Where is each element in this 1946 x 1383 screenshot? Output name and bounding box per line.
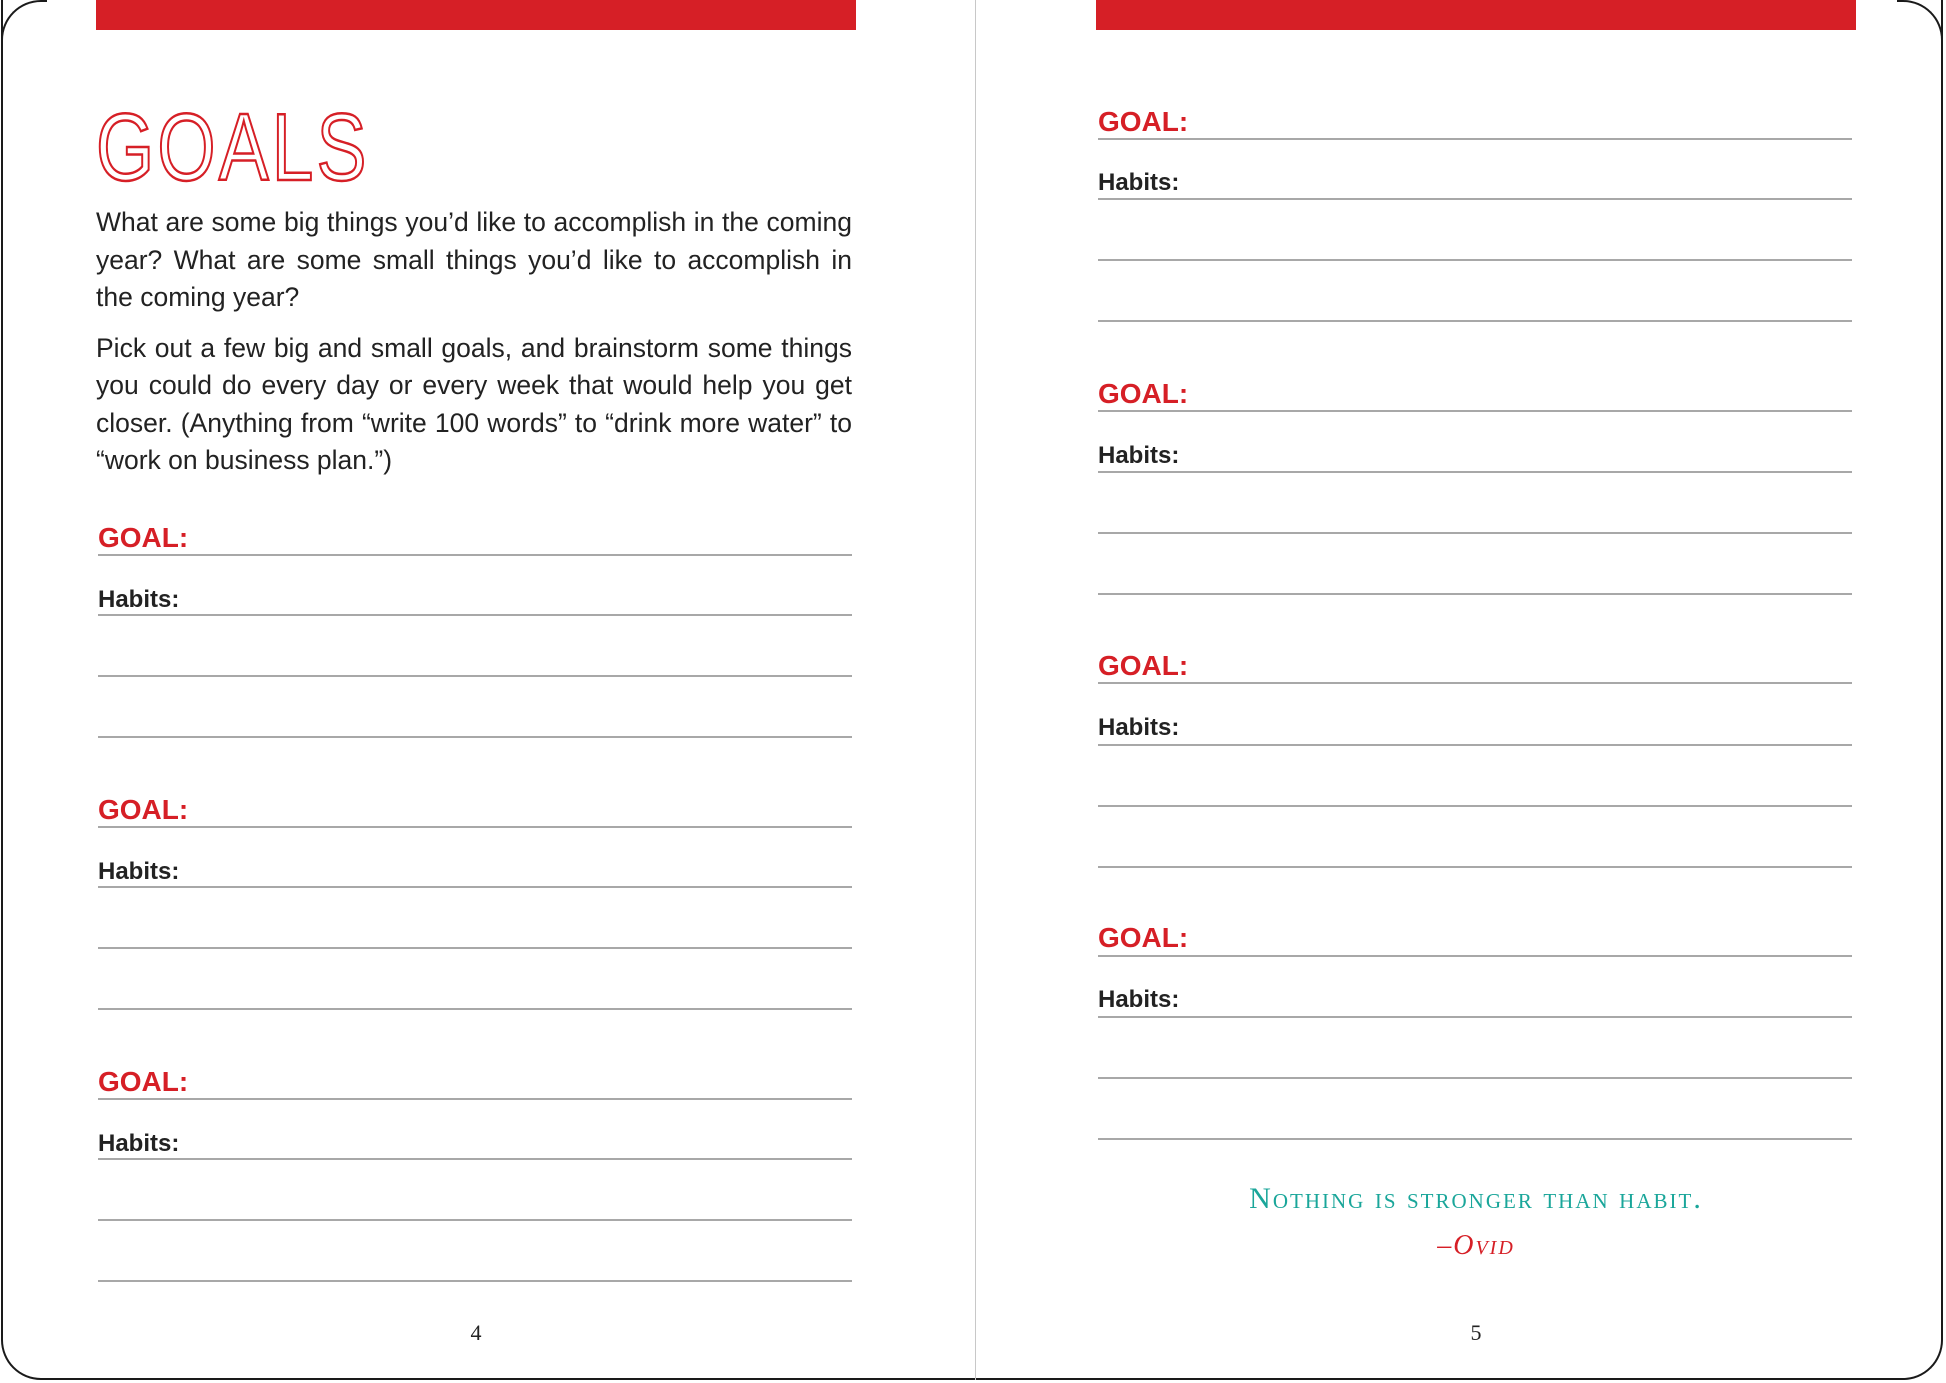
habits-label: Habits:	[98, 586, 180, 613]
habit-input-line[interactable]	[1098, 866, 1852, 868]
habit-input-line[interactable]	[1098, 593, 1852, 595]
habits-label: Habits:	[98, 858, 180, 885]
intro-paragraph: Pick out a few big and small goals, and brainstorm some things you could do every day or every week that would help you get closer. (Anything from “write 100 words” to “drink more water” to “work on business plan.”)	[96, 332, 852, 475]
habits-label: Habits:	[1098, 986, 1180, 1013]
top-accent-bar	[96, 0, 856, 30]
goal-input-line[interactable]	[1098, 138, 1852, 140]
habit-input-line[interactable]	[98, 1280, 852, 1282]
right-page	[1096, 0, 1856, 1380]
page-spine	[975, 0, 976, 1380]
habit-input-line[interactable]	[1098, 320, 1852, 322]
habit-input-line[interactable]	[1098, 471, 1852, 473]
intro-text	[96, 204, 852, 493]
goal-label: GOAL:	[1098, 378, 1189, 409]
habit-input-line[interactable]	[1098, 198, 1852, 200]
goal-input-line[interactable]	[98, 554, 852, 556]
quote-text: Nothing is stronger than habit.	[1249, 1182, 1703, 1215]
habit-input-line[interactable]	[1098, 1016, 1852, 1018]
goal-input-line[interactable]	[98, 1098, 852, 1100]
habit-input-line[interactable]	[98, 1219, 852, 1221]
goal-input-line[interactable]	[1098, 955, 1852, 957]
habit-input-line[interactable]	[1098, 805, 1852, 807]
goal-label: GOAL:	[98, 794, 189, 825]
habits-label: Habits:	[98, 1130, 180, 1157]
top-accent-bar	[1096, 0, 1856, 30]
goal-label: GOAL:	[98, 522, 189, 553]
page-title: GOALS	[96, 94, 370, 201]
goal-label: GOAL:	[1098, 106, 1189, 137]
page-number: 5	[1470, 1320, 1482, 1345]
goal-input-line[interactable]	[1098, 682, 1852, 684]
habit-input-line[interactable]	[1098, 1138, 1852, 1140]
habits-label: Habits:	[1098, 714, 1180, 741]
intro-paragraph: What are some big things you’d like to accomplish in the coming year? What are some small things you’d like to accomplish in the coming year?	[96, 207, 852, 312]
habit-input-line[interactable]	[1098, 1077, 1852, 1079]
habit-input-line[interactable]	[98, 736, 852, 738]
habit-input-line[interactable]	[98, 614, 852, 616]
habit-input-line[interactable]	[1098, 532, 1852, 534]
habit-input-line[interactable]	[98, 1008, 852, 1010]
habit-input-line[interactable]	[98, 1158, 852, 1160]
habit-input-line[interactable]	[98, 886, 852, 888]
habits-label: Habits:	[1098, 169, 1180, 196]
left-page	[96, 0, 856, 1380]
goal-label: GOAL:	[98, 1066, 189, 1097]
goal-label: GOAL:	[1098, 922, 1189, 953]
goal-input-line[interactable]	[1098, 410, 1852, 412]
habit-input-line[interactable]	[1098, 259, 1852, 261]
habit-input-line[interactable]	[98, 947, 852, 949]
quote-author: –Ovid	[1437, 1230, 1515, 1261]
notebook-spread	[1, 0, 1943, 1380]
habits-label: Habits:	[1098, 442, 1180, 469]
page-number: 4	[470, 1320, 482, 1345]
goal-label: GOAL:	[1098, 650, 1189, 681]
goal-input-line[interactable]	[98, 826, 852, 828]
habit-input-line[interactable]	[1098, 744, 1852, 746]
habit-input-line[interactable]	[98, 675, 852, 677]
